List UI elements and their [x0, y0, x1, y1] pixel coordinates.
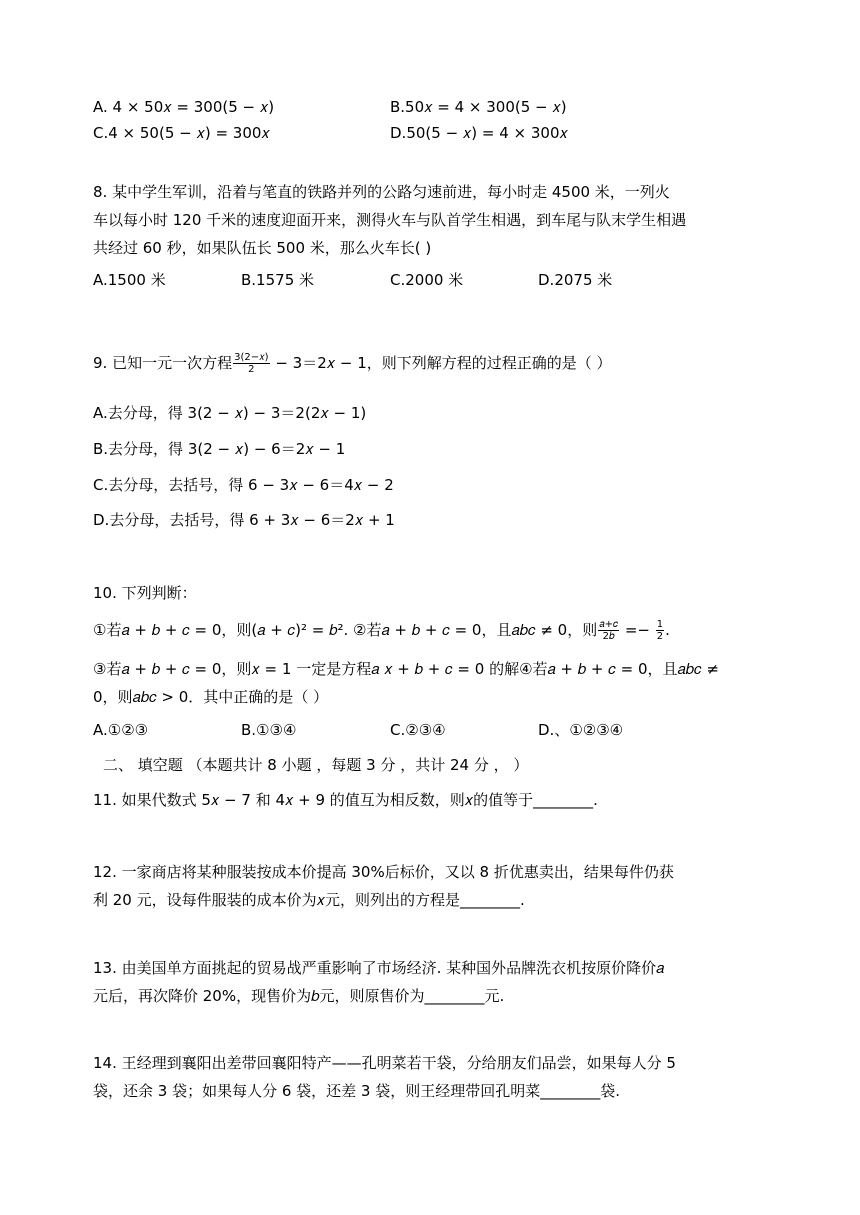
q10-fraction-2 [656, 619, 664, 642]
q8-option-b: B.1575 米 [241, 271, 315, 289]
q10-fraction-1-numerator: 𝑎+𝑐 [599, 619, 619, 630]
q7-option-d: D.50(5 − 𝑥) = 4 × 300𝑥 [390, 124, 568, 142]
q9-stem-prefix: 9. 已知一元一次方程 [93, 354, 233, 372]
q13-text-line1: 13. 由美国单方面挑起的贸易战严重影响了市场经济. 某种国外品牌洗衣机按原价降价𝑎 [93, 959, 665, 977]
q14-text-line1: 14. 王经理到襄阳出差带回襄阳特产——孔明菜若干袋，分给朋友们品尝，如果每人分 5 [93, 1054, 676, 1072]
q10-statement-1-2-end: . [665, 621, 670, 639]
q13-text-line2: 元后，再次降价 20%，现售价为𝑏元，则原售价为________元. [93, 987, 505, 1005]
q11-text: 11. 如果代数式 5𝑥 − 7 和 4𝑥 + 9 的值互为相反数，则𝑥的值等于________. [93, 791, 598, 809]
q8-text-line3: 共经过 60 秒，如果队伍长 500 米，那么火车长( ) [93, 239, 432, 257]
q8-option-a: A.1500 米 [93, 271, 166, 289]
q9-option-b: B.去分母，得 3(2 − 𝑥) − 6＝2𝑥 − 1 [93, 440, 346, 458]
q10-statement-1-2 [93, 619, 670, 642]
q10-statement-1-2-text: ①若𝑎 + 𝑏 + 𝑐 = 0，则(𝑎 + 𝑐)² = 𝑏². ②若𝑎 + 𝑏 + 𝑐 = 0，且𝑎𝑏𝑐 ≠ 0，则 [93, 621, 598, 639]
q10-statement-1-2-mid: =− [620, 621, 655, 639]
q9-option-a: A.去分母，得 3(2 − 𝑥) − 3＝2(2𝑥 − 1) [93, 404, 367, 422]
q7-option-a: A. 4 × 50𝑥 = 300(5 − 𝑥) [93, 98, 275, 116]
q10-fraction-2-denominator: 2 [656, 631, 664, 642]
q10-statement-3-4-line1: ③若𝑎 + 𝑏 + 𝑐 = 0，则𝑥 = 1 一定是方程𝑎 𝑥 + 𝑏 + 𝑐 = 0 的解④若𝑎 + 𝑏 + 𝑐 = 0，且𝑎𝑏𝑐 ≠ [93, 660, 719, 678]
q10-title: 10. 下列判断： [93, 584, 197, 602]
q9-option-c: C.去分母，去括号，得 6 − 3𝑥 − 6＝4𝑥 − 2 [93, 476, 394, 494]
q8-text-line2: 车以每小时 120 千米的速度迎面开来，测得火车与队首学生相遇，到车尾与队末学生相遇 [93, 211, 687, 229]
q8-text-line1: 8. 某中学生军训，沿着与笔直的铁路并列的公路匀速前进，每小时走 4500 米，一列火 [93, 183, 670, 201]
q9-stem-suffix: − 3＝2𝑥 − 1，则下列解方程的过程正确的是（ ） [270, 354, 612, 372]
q10-option-c: C.②③④ [390, 721, 446, 739]
q10-fraction-1 [598, 619, 619, 642]
q7-option-b: B.50𝑥 = 4 × 300(5 − 𝑥) [390, 98, 567, 116]
q10-option-d: D.、①②③④ [538, 721, 624, 739]
q12-text-line2: 利 20 元，设每件服装的成本价为𝑥元，则列出的方程是________. [93, 891, 525, 909]
q12-text-line1: 12. 一家商店将某种服装按成本价提高 30%后标价，又以 8 折优惠卖出，结果每件仍获 [93, 863, 674, 881]
q7-option-c: C.4 × 50(5 − 𝑥) = 300𝑥 [93, 124, 270, 142]
q14-text-line2: 袋，还余 3 袋；如果每人分 6 袋，还差 3 袋，则王经理带回孔明菜________袋. [93, 1082, 621, 1100]
q10-fraction-1-denominator: 2𝑏 [602, 631, 615, 642]
q9-fraction [233, 352, 269, 375]
q9-stem [93, 352, 612, 375]
q8-option-c: C.2000 米 [390, 271, 464, 289]
q10-statement-3-4-line2: 0，则𝑎𝑏𝑐 > 0．其中正确的是（ ） [93, 688, 329, 706]
q10-option-a: A.①②③ [93, 721, 149, 739]
q8-option-d: D.2075 米 [538, 271, 613, 289]
q9-option-d: D.去分母，去括号，得 6 + 3𝑥 − 6＝2𝑥 + 1 [93, 511, 395, 529]
section2-heading: 二、 填空题 （本题共计 8 小题 ，每题 3 分 ，共计 24 分 ， ） [103, 756, 529, 774]
q9-fraction-denominator: 2 [248, 364, 255, 375]
q10-fraction-2-numerator: 1 [656, 619, 664, 630]
q9-fraction-numerator: 3(2−𝑥) [234, 352, 269, 363]
q10-option-b: B.①③④ [241, 721, 297, 739]
